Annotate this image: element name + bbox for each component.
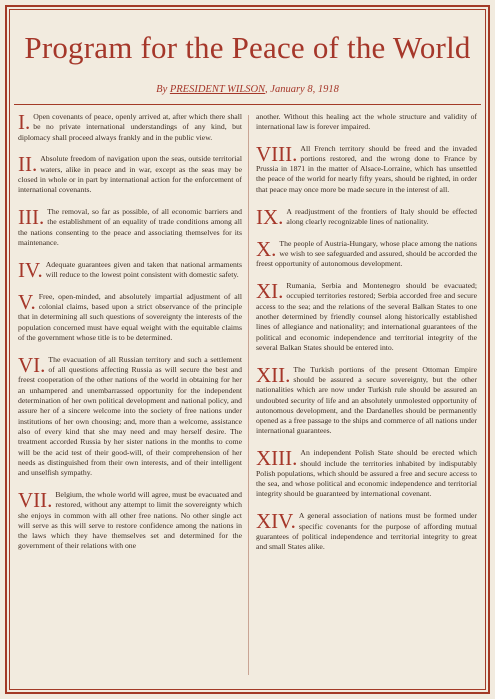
point-text: A general association of nations must be formed under specific covenants for the purpose of affording mutual guarantees of political independence and territorial integrity to great and small States alike. bbox=[256, 511, 477, 552]
point-10 bbox=[256, 236, 477, 270]
point-2 bbox=[18, 154, 242, 195]
byline: By PRESIDENT WILSON, January 8, 1918 bbox=[156, 84, 339, 95]
point-numeral: XI. bbox=[256, 279, 284, 304]
point-text: The Turkish portions of the present Ottoman Empire should be assured a secure sovereignty, but the other nationalities which are now under Turkish rule should be assured an undoubted security of life and an absolutely unmolested opportunity of autonomous development, and the Dardanelles should be permanently opened as a free passage to the ships and commerce of all nations under international guarantees. bbox=[256, 364, 477, 436]
point-text: Adequate guarantees given and taken that national armaments will reduce to the lowest point consistent with domestic safety. bbox=[45, 259, 242, 280]
point-7 bbox=[18, 487, 242, 552]
point-numeral: XIV. bbox=[256, 509, 296, 534]
point-numeral: VIII. bbox=[256, 141, 298, 166]
point-text: Absolute freedom of navigation upon the seas, outside territorial waters, alike in peace and in war, except as the seas may be closed in whole or in part by international action for the enforcement of international covenants. bbox=[18, 154, 242, 195]
point-text: A readjustment of the frontiers of Italy should be effected along clearly recognizable lines of nationality. bbox=[286, 206, 477, 226]
point-14 bbox=[256, 511, 477, 552]
point-8 bbox=[256, 141, 477, 195]
point-13 bbox=[256, 448, 477, 499]
point-text: An independent Polish State should be erected which should include the territories inhabited by indisputably Polish populations, which should be assured a free and secure access to the sea, and whose political and economic independence and territorial integrity should be guaranteed by international covenant. bbox=[256, 448, 477, 499]
point-3 bbox=[18, 207, 242, 248]
left-column bbox=[18, 112, 242, 682]
point-text: All French territory should be freed and the invaded portions restored, and the wrong done to France by Prussia in 1871 in the matter of Alsace-Lorraine, which has unsettled the peace of the world for nearly fifty years, should be righted, in order that peace may once more be made secure in the interest of all. bbox=[256, 143, 477, 194]
point-numeral: XIII. bbox=[256, 446, 298, 471]
point-numeral: IX. bbox=[256, 204, 284, 229]
point-text: Rumania, Serbia and Montenegro should be evacuated; occupied territories restored; Serbia accorded free and secure access to the sea; and the relations of the several Balkan States to one another determined by friendly counsel along historically established lines of allegiance and nationality; and international guarantees of the political and economic independence and territorial integrity of the several Balkan States should be entered into. bbox=[256, 281, 477, 352]
point-numeral: VI. bbox=[18, 352, 46, 377]
point-text: The people of Austria-Hungary, whose place among the nations we wish to see safeguarded and assured, should be accorded the freest opportunity of autonomous development. bbox=[256, 238, 477, 269]
point-numeral: I. bbox=[18, 110, 31, 134]
point-text: Open covenants of peace, openly arrived at, after which there shall be no private international understandings of any kind, but diplomacy shall proceed always frankly and in the public view. bbox=[18, 112, 242, 142]
column-divider bbox=[248, 115, 249, 675]
point-numeral: XII. bbox=[256, 362, 291, 387]
point-numeral: V. bbox=[18, 289, 36, 314]
point-text: Free, open-minded, and absolutely impartial adjustment of all colonial claims, based upon a strict observance of the principle that in determining all such questions of sovereignty the interests of the population concerned must have equal weight with the equitable claims of the government whose title is to be determined. bbox=[18, 291, 242, 343]
point-5 bbox=[18, 289, 242, 343]
point-text: Belgium, the whole world will agree, must be evacuated and restored, without any attempt to limit the sovereignty which she enjoys in common with all other free nations. No other single act will serve as this will serve to restore confidence among the nations in the laws which they have themselves set and determined for the government of their relations with one bbox=[18, 489, 242, 551]
point-4 bbox=[18, 257, 242, 282]
point-7-continuation: another. Without this healing act the whole structure and validity of international law is forever impaired. bbox=[256, 112, 477, 132]
point-numeral: VII. bbox=[18, 487, 53, 512]
point-text: The removal, so far as possible, of all economic barriers and the establishment of an equality of trade conditions among all the nations consenting to the peace and associating themselves for its maintenance. bbox=[18, 207, 242, 247]
point-11 bbox=[256, 281, 477, 353]
byline-date: January 8, 1918 bbox=[270, 84, 339, 95]
point-1 bbox=[18, 112, 242, 143]
point-numeral: IV. bbox=[18, 257, 43, 282]
header-rule bbox=[14, 104, 481, 105]
point-6 bbox=[18, 352, 242, 479]
point-9 bbox=[256, 204, 477, 229]
point-numeral: II. bbox=[18, 152, 38, 177]
byline-author: PRESIDENT WILSON bbox=[169, 84, 266, 95]
point-12 bbox=[256, 362, 477, 437]
byline-prefix: By bbox=[156, 84, 168, 95]
right-column bbox=[256, 112, 477, 682]
point-numeral: X. bbox=[256, 236, 277, 261]
page-title: Program for the Peace of the World bbox=[24, 30, 471, 65]
point-numeral: III. bbox=[18, 205, 45, 230]
point-text: The evacuation of all Russian territory and such a settlement of all questions affecting Russia as will secure the best and freest cooperation of the other nations of the world in obtaining for her an unhampered and unembarrassed opportunity for the independent determination of her own political development and national policy, and assure her of a sincere welcome into the society of free nations under institutions of her own choosing; and, more than a welcome, assistance also of every kind that she may need and may herself desire. The treatment accorded Russia by her sister nations in the months to come will be the acid test of their good-will, of their comprehension of her needs as distinguished from their own interests, and of their intelligent and unselfish sympathy. bbox=[18, 354, 242, 478]
